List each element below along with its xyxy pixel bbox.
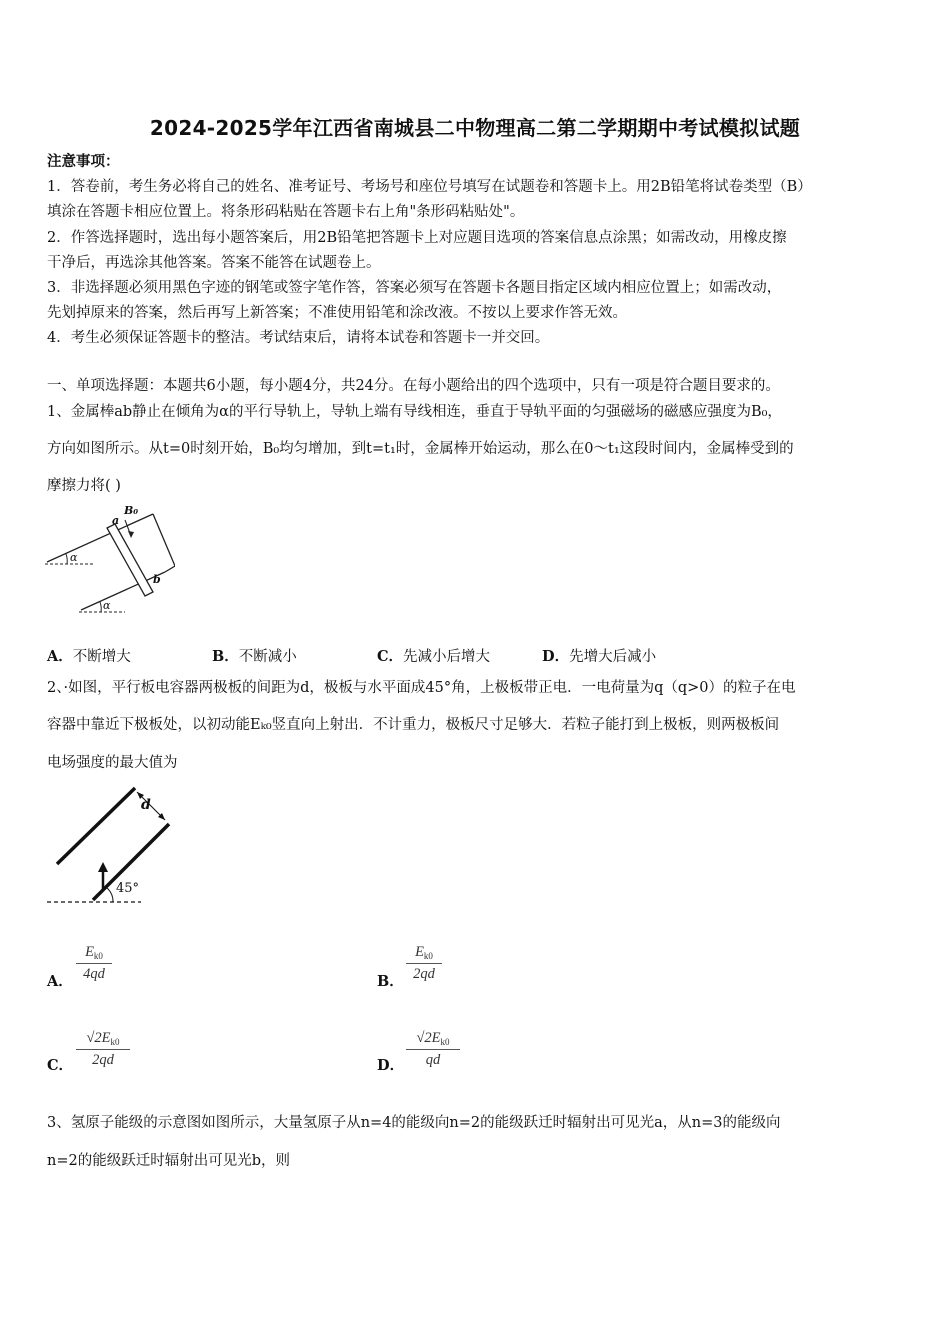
q2-option-b-num: E [415, 944, 424, 960]
notice-line-6: 先划掉原来的答案，然后再写上新答案；不准使用铅笔和涂改液。不按以上要求作答无效。 [47, 305, 627, 321]
q2-option-d-formula [406, 1030, 460, 1069]
q2-option-b[interactable] [377, 970, 404, 991]
q2-option-d-label: D． [377, 1057, 405, 1074]
q2-option-a-label: A． [47, 973, 73, 990]
q2-option-d-den: qd [425, 1052, 441, 1068]
q1-option-b-label: B． [212, 648, 239, 665]
q1-a-label: a [112, 514, 120, 527]
q1-option-b[interactable] [212, 645, 297, 666]
q2-option-c-den: 2qd [92, 1052, 114, 1068]
q1-option-b-text: 不断减小 [238, 649, 297, 665]
q2-option-b-label: B． [377, 973, 404, 990]
q2-option-c[interactable] [47, 1054, 73, 1075]
notice-line-2: 填涂在答题卡相应位置上。将条形码粘贴在答题卡右上角"条形码粘贴处"。 [47, 204, 525, 220]
q2-option-b-den: 2qd [413, 966, 435, 982]
q1-alpha-bottom-label: α [103, 599, 111, 612]
q2-option-d-num: 2E [424, 1030, 441, 1046]
q3-line-2: n=2的能级跃迁时辐射出可见光b，则 [47, 1153, 290, 1169]
q1-line-3: 摩擦力将( ) [47, 478, 121, 494]
q1-option-d-text: 先增大后减小 [569, 649, 657, 665]
q2-capacitor-figure [45, 784, 175, 908]
q2-option-c-sqrt: √ [86, 1030, 95, 1046]
notice-line-7: 4．考生必须保证答题卡的整洁。考试结束后，请将本试卷和答题卡一并交回。 [47, 330, 550, 346]
q1-b-label: b [153, 573, 161, 586]
q2-angle-label: 45° [116, 881, 140, 896]
q2-line-2: 容器中靠近下极板处，以初动能Eₖ₀竖直向上射出．不计重力，极板尺寸足够大．若粒子能打到上极板，则两极板间 [47, 717, 780, 733]
q2-d-label: d [141, 797, 151, 813]
page-title: 2024-2025学年江西省南城县二中物理高二第二学期期中考试模拟试题 [149, 116, 801, 140]
notice-line-5: 3．非选择题必须用黑色字迹的钢笔或签字笔作答，答案必须写在答题卡各题目指定区域内相应位置上；如需改动， [47, 280, 782, 296]
q2-option-c-formula [76, 1030, 130, 1069]
q2-option-a-num-sub: k0 [93, 951, 103, 961]
q1-option-c-label: C． [377, 648, 404, 665]
q2-option-b-formula [406, 944, 442, 983]
q1-option-a-text: 不断增大 [72, 649, 131, 665]
q2-option-c-num: 2E [94, 1030, 111, 1046]
q1-B0-label: B₀ [124, 504, 139, 517]
q2-option-c-label: C． [47, 1057, 74, 1074]
q2-option-d-sqrt: √ [416, 1030, 425, 1046]
q2-option-d[interactable] [377, 1054, 404, 1075]
notice-line-1: 1．答卷前，考生务必将自己的姓名、准考证号、考场号和座位号填写在试题卷和答题卡上。用2B铅笔将试卷类型（B） [47, 179, 812, 195]
q1-option-d-label: D． [542, 648, 570, 665]
q2-option-d-num-sub: k0 [440, 1037, 450, 1047]
q1-option-a-label: A． [47, 648, 73, 665]
section-heading: 一、单项选择题：本题共6小题，每小题4分，共24分。在每小题给出的四个选项中，只有一项是符合题目要求的。 [47, 378, 780, 394]
q1-option-a[interactable] [47, 645, 131, 666]
q1-alpha-top-label: α [70, 551, 78, 564]
q3-line-1: 3、氢原子能级的示意图如图所示，大量氢原子从n=4的能级向n=2的能级跃迁时辐射出可见光a，从n=3的能级向 [47, 1115, 781, 1131]
q1-line-2: 方向如图所示。从t=0时刻开始，B₀均匀增加，到t=t₁时，金属棒开始运动，那么在0～t₁这段时间内，金属棒受到的 [47, 441, 794, 457]
q2-option-a[interactable] [47, 970, 73, 991]
q2-option-b-num-sub: k0 [423, 951, 433, 961]
q1-option-d[interactable] [542, 645, 656, 666]
q1-option-c-text: 先减小后增大 [403, 649, 491, 665]
q1-line-1: 1、金属棒ab静止在倾角为α的平行导轨上，导轨上端有导线相连，垂直于导轨平面的匀强磁场的磁感应强度为B₀， [47, 404, 782, 420]
notice-heading: 注意事项： [47, 153, 120, 170]
q2-line-3: 电场强度的最大值为 [47, 755, 178, 771]
q2-option-a-formula [76, 944, 112, 983]
notice-line-3: 2．作答选择题时，选出每小题答案后，用2B铅笔把答题卡上对应题目选项的答案信息点涂黑；如需改动，用橡皮擦 [47, 230, 787, 246]
q2-option-a-den: 4qd [83, 966, 105, 982]
notice-line-4: 干净后，再选涂其他答案。答案不能答在试题卷上。 [47, 255, 381, 271]
q1-option-c[interactable] [377, 645, 490, 666]
q2-option-c-num-sub: k0 [110, 1037, 120, 1047]
q2-line-1: 2、·如图，平行板电容器两极板的间距为d，极板与水平面成45°角，上极板带正电．一电荷量为q（q>0）的粒子在电 [47, 680, 796, 696]
q2-option-a-num: E [85, 944, 94, 960]
